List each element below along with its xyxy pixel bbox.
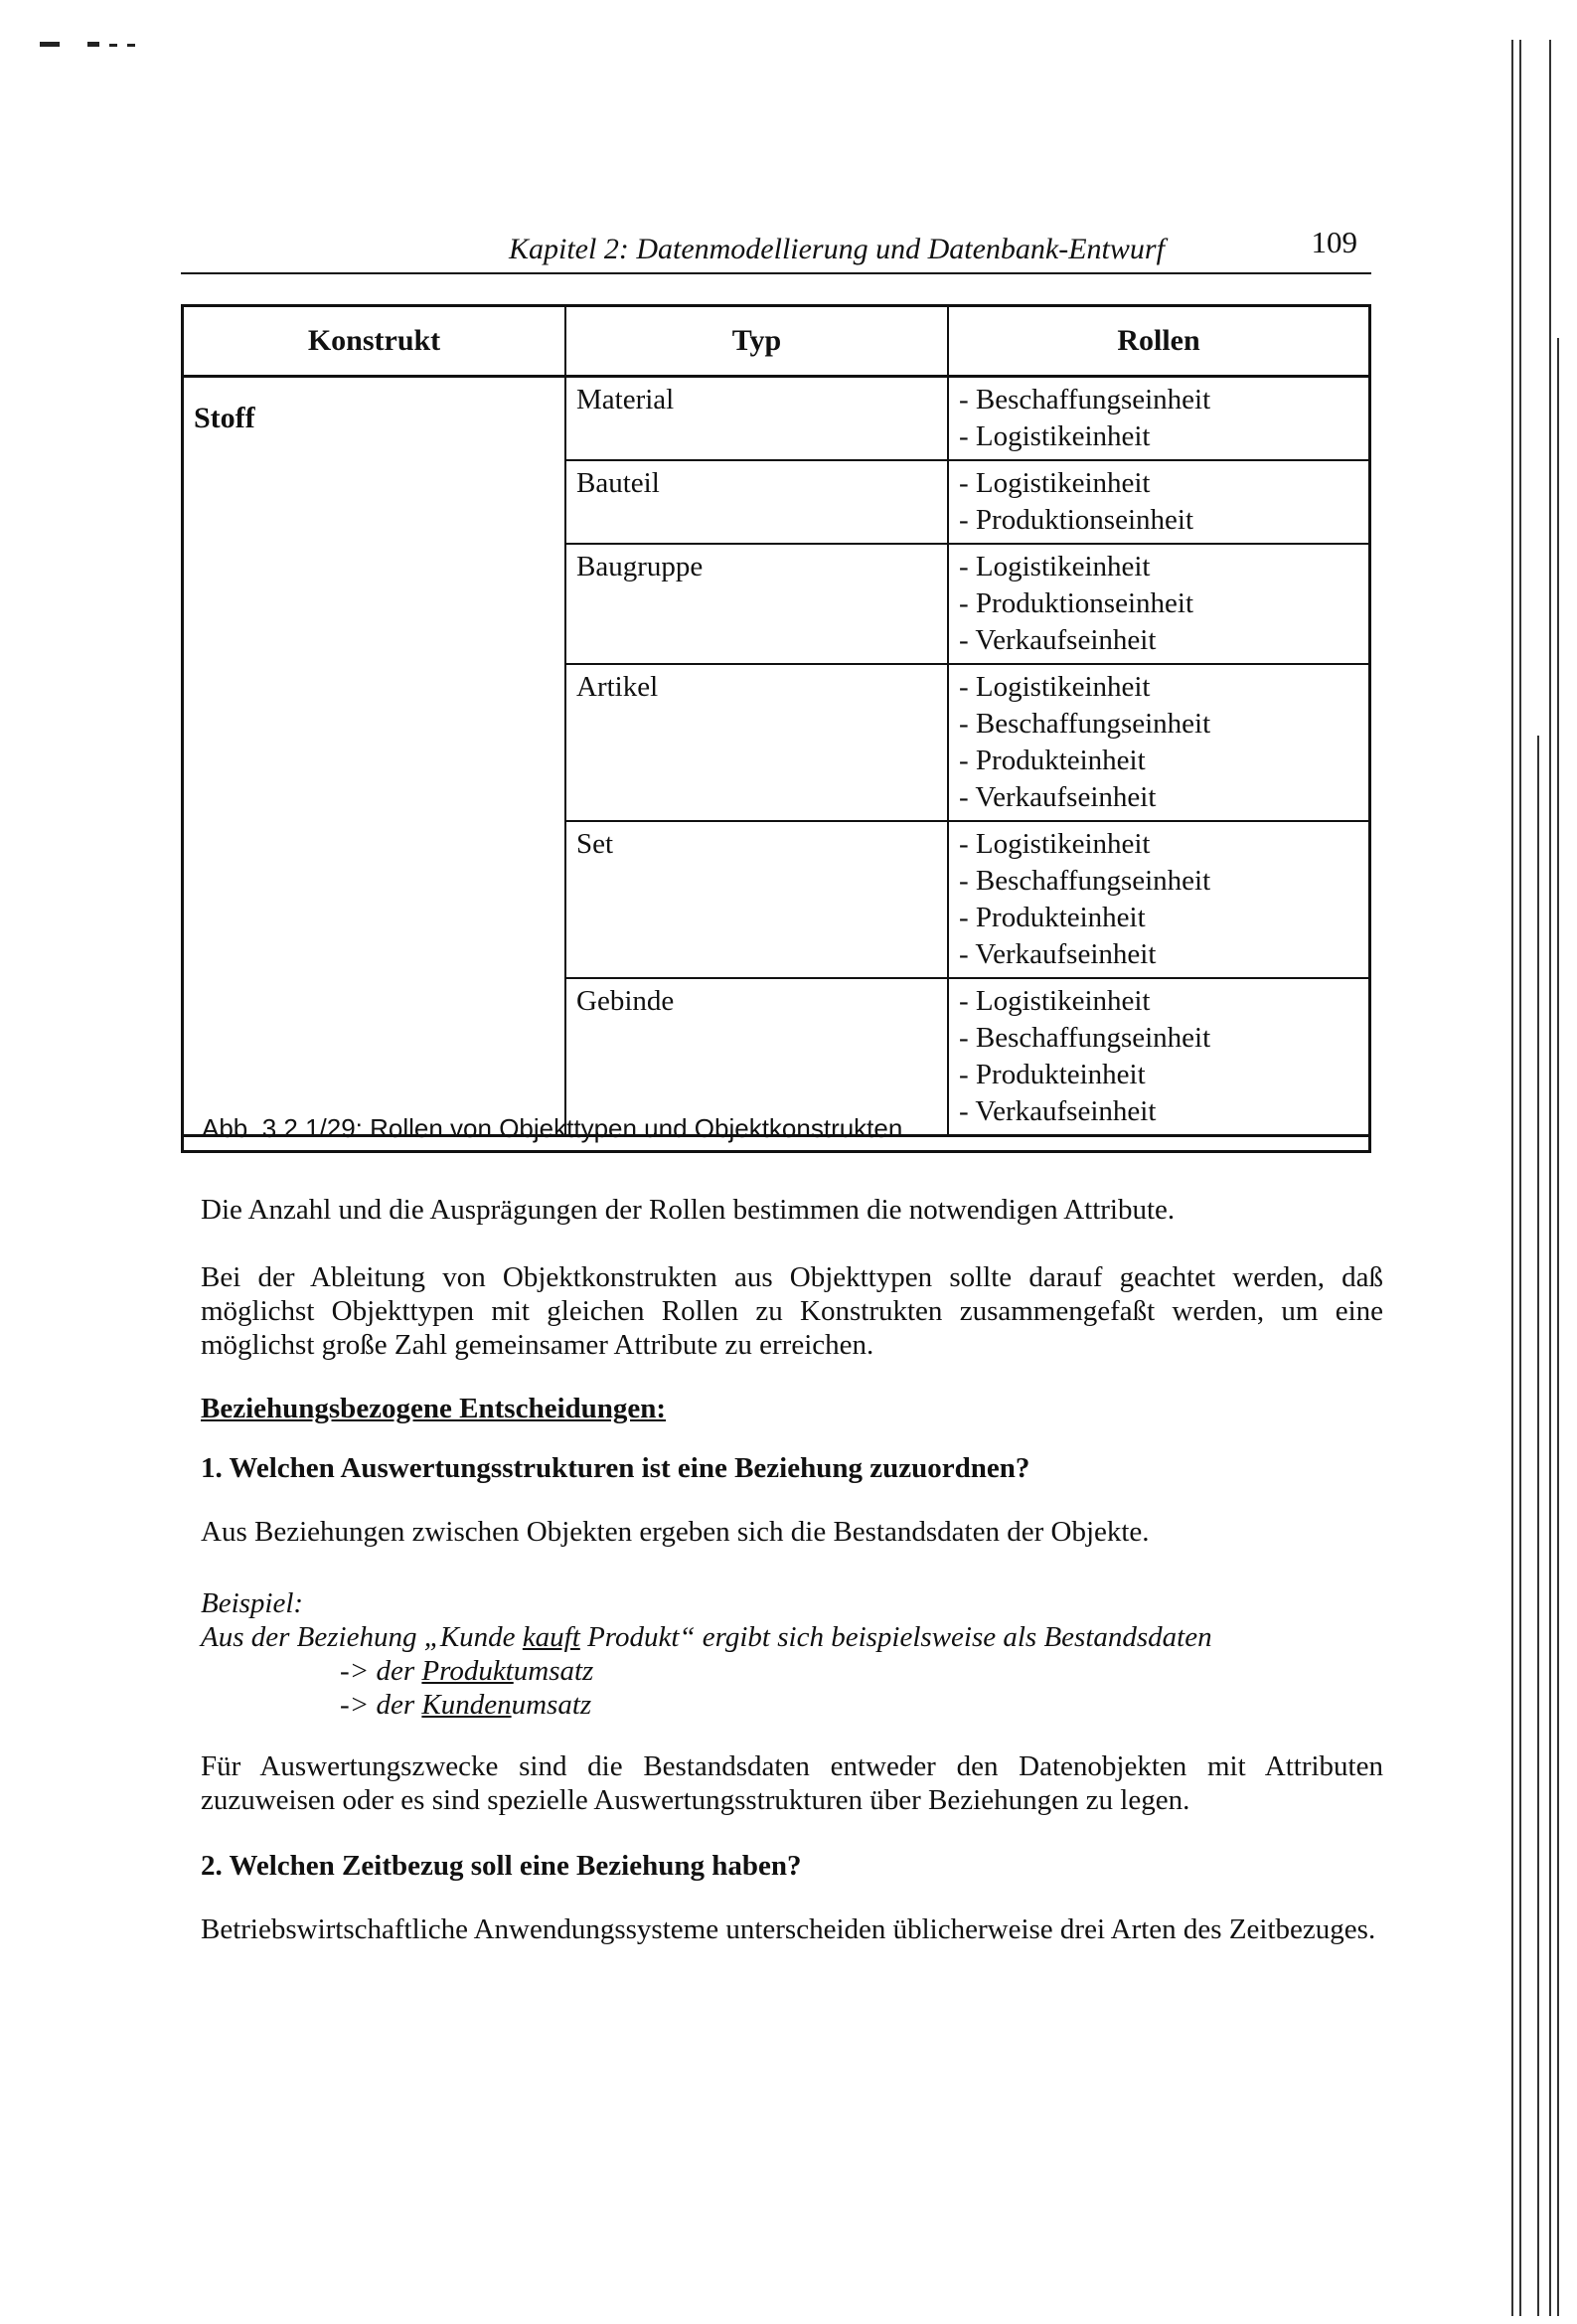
header-rollen: Rollen — [948, 307, 1368, 377]
role-item: - Logistikeinheit — [959, 985, 1151, 1017]
role-item: - Logistikeinheit — [959, 828, 1151, 860]
role-item: - Produkteinheit — [959, 1059, 1146, 1090]
typ-cell: Artikel — [565, 664, 948, 821]
header-typ: Typ — [565, 307, 948, 377]
role-item: - Logistikeinheit — [959, 551, 1151, 582]
typ-cell: Baugruppe — [565, 544, 948, 664]
paragraph-attributes: Die Anzahl und die Ausprägungen der Rollen bestimmen die notwendigen Attribute. — [201, 1194, 1176, 1226]
paragraph-derivation: Bei der Ableitung von Objektkonstrukten aus Objekttypen sollte darauf geachtet werden, daß möglichst Objekttypen mit gleichen Rollen zu Konstrukten zusammengefaßt werden, um eine möglichst große Zahl gemeinsamer Attribute zu erreichen. — [201, 1261, 1383, 1361]
example-line-2: -> der Produktumsatz — [340, 1655, 594, 1687]
role-item: - Produktionseinheit — [959, 504, 1194, 536]
paragraph-bestandsdaten: Aus Beziehungen zwischen Objekten ergeben sich die Bestandsdaten der Objekte. — [201, 1516, 1150, 1548]
section-heading: Beziehungsbezogene Entscheidungen: — [201, 1393, 667, 1424]
scan-artifact-marks — [40, 40, 139, 50]
role-item: - Produkteinheit — [959, 902, 1146, 933]
header-konstrukt: Konstrukt — [184, 307, 565, 377]
paragraph-zeitbezug: Betriebswirtschaftliche Anwendungssysteme unterscheiden üblicherweise drei Arten des Zeitbezuges. — [201, 1913, 1376, 1945]
question-heading-1: 1. Welchen Auswertungsstrukturen ist eine Beziehung zuzuordnen? — [201, 1452, 1030, 1484]
role-item: - Verkaufseinheit — [959, 938, 1157, 970]
role-item: - Beschaffungseinheit — [959, 384, 1211, 415]
role-item: - Beschaffungseinheit — [959, 1022, 1211, 1054]
page-number: 109 — [1311, 225, 1357, 259]
running-title: Kapitel 2: Datenmodellierung und Datenbank-Entwurf — [509, 233, 1165, 265]
question-heading-2: 2. Welchen Zeitbezug soll eine Beziehung haben? — [201, 1850, 802, 1882]
typ-cell: Gebinde — [565, 978, 948, 1136]
rollen-cell — [948, 460, 1368, 544]
rollen-cell — [948, 377, 1368, 461]
paragraph-auswertung: Für Auswertungszwecke sind die Bestandsdaten entweder den Datenobjekten mit Attributen zuzuweisen oder es sind spezielle Auswertungsstrukturen über Beziehungen zu legen. — [201, 1750, 1383, 1816]
role-item: - Produktionseinheit — [959, 587, 1194, 619]
running-header — [181, 221, 1371, 274]
role-item: - Beschaffungseinheit — [959, 708, 1211, 740]
rollen-cell — [948, 544, 1368, 664]
role-item: - Logistikeinheit — [959, 467, 1151, 499]
example-block — [201, 1586, 1383, 1722]
typ-cell: Set — [565, 821, 948, 978]
example-label: Beispiel: — [201, 1587, 304, 1619]
table-row — [184, 377, 1368, 461]
figure-caption: Abb. 3.2.1/29: Rollen von Objekttypen und Objektkonstrukten — [202, 1113, 903, 1143]
example-line-1: Aus der Beziehung „Kunde kauft Produkt“ ergibt sich beispielsweise als Bestandsdaten — [201, 1621, 1212, 1653]
roles-figure — [181, 304, 1371, 1153]
role-item: - Verkaufseinheit — [959, 1095, 1157, 1127]
role-item: - Logistikeinheit — [959, 671, 1151, 703]
scan-edge-lines — [1498, 40, 1567, 2316]
typ-cell: Bauteil — [565, 460, 948, 544]
konstrukt-stoff: Stoff — [184, 377, 565, 1136]
role-item: - Verkaufseinheit — [959, 624, 1157, 656]
example-line-3: -> der Kundenumsatz — [340, 1689, 592, 1721]
role-item: - Verkaufseinheit — [959, 781, 1157, 813]
typ-cell: Material — [565, 377, 948, 461]
role-item: - Beschaffungseinheit — [959, 865, 1211, 897]
rollen-cell — [948, 978, 1368, 1136]
role-item: - Logistikeinheit — [959, 420, 1151, 452]
table-header-row — [184, 307, 1368, 377]
rollen-cell — [948, 821, 1368, 978]
rollen-cell — [948, 664, 1368, 821]
roles-table — [184, 307, 1368, 1137]
role-item: - Produkteinheit — [959, 745, 1146, 776]
